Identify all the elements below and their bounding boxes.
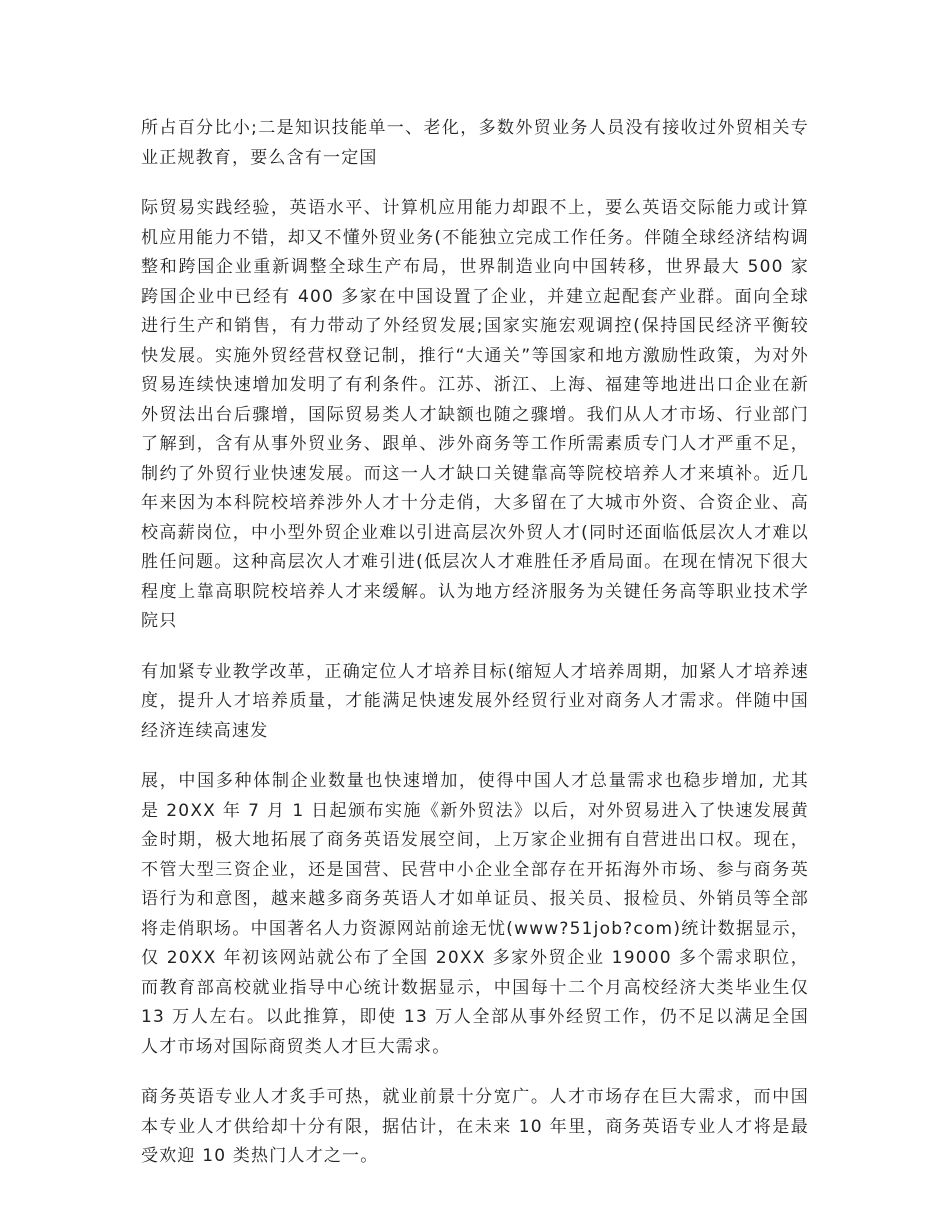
paragraph-4: 展，中国多种体制企业数量也快速增加，使得中国人才总量需求也稳步增加, 尤其是 20XX 年 7 月 1 日起颁布实施《新外贸法》以后，对外贸易进入了快速发展黄金时期，极大地拓展了商务英语发展空间，上万家企业拥有自营进出口权。现在，不管大型三资企业，还是国营、民营中小企业全部存在开拓海外市场、参与商务英语行为和意图，越来越多商务英语人才如单证员、报关员、报检员、外销员等全部将走俏职场。中国著名人力资源网站前途无忧(www?51job?com)统计数据显示，仅 20XX 年初该网站就公布了全国 20XX 多家外贸企业 19000 多个需求职位，而教育部高校就业指导中心统计数据显示，中国每十二个月高校经济大类毕业生仅 13 万人左右。以此推算，即使 13 万人全部从事外经贸工作，仍不足以满足全国人才市场对国际商贸类人才巨大需求。 [141, 771, 809, 1057]
paragraph-1: 所占百分比小;二是知识技能单一、老化，多数外贸业务人员没有接收过外贸相关专业正规教育，要么含有一定国 [141, 118, 809, 168]
paragraph-3: 有加紧专业教学改革，正确定位人才培养目标(缩短人才培养周期，加紧人才培养速度，提升人才培养质量，才能满足快速发展外经贸行业对商务人才需求。伴随中国经济连续高速发 [141, 661, 809, 741]
paragraph-2: 际贸易实践经验，英语水平、计算机应用能力却跟不上，要么英语交际能力或计算机应用能力不错，却又不懂外贸业务(不能独立完成工作任务。伴随全球经济结构调整和跨国企业重新调整全球生产布局，世界制造业向中国转移，世界最大 500 家跨国企业中已经有 400 多家在中国设置了企业，并建立起配套产业群。面向全球进行生产和销售，有力带动了外经贸发展;国家实施宏观调控(保持国民经济平衡较快发展。实施外贸经营权登记制，推行“大通关”等国家和地方激励性政策，为对外贸易连续快速增加发明了有利条件。江苏、浙江、上海、福建等地进出口企业在新外贸法出台后骤增，国际贸易类人才缺额也随之骤增。我们从人才市场、行业部门了解到，含有从事外贸业务、跟单、涉外商务等工作所需素质专门人才严重不足，制约了外贸行业快速发展。而这一人才缺口关键靠高等院校培养人才来填补。近几年来因为本科院校培养涉外人才十分走俏，大多留在了大城市外资、合资企业、高校高薪岗位，中小型外贸企业难以引进高层次外贸人才(同时还面临低层次人才难以胜任问题。这种高层次人才难引进(低层次人才难胜任矛盾局面。在现在情况下很大程度上靠高职院校培养人才来缓解。认为地方经济服务为关键任务高等职业技术学院只 [141, 198, 809, 631]
paragraph-5: 商务英语专业人才炙手可热，就业前景十分宽广。人才市场存在巨大需求，而中国本专业人才供给却十分有限，据估计，在未来 10 年里，商务英语专业人才将是最受欢迎 10 类热门人才之一。 [141, 1087, 809, 1166]
document-body [141, 114, 809, 1193]
